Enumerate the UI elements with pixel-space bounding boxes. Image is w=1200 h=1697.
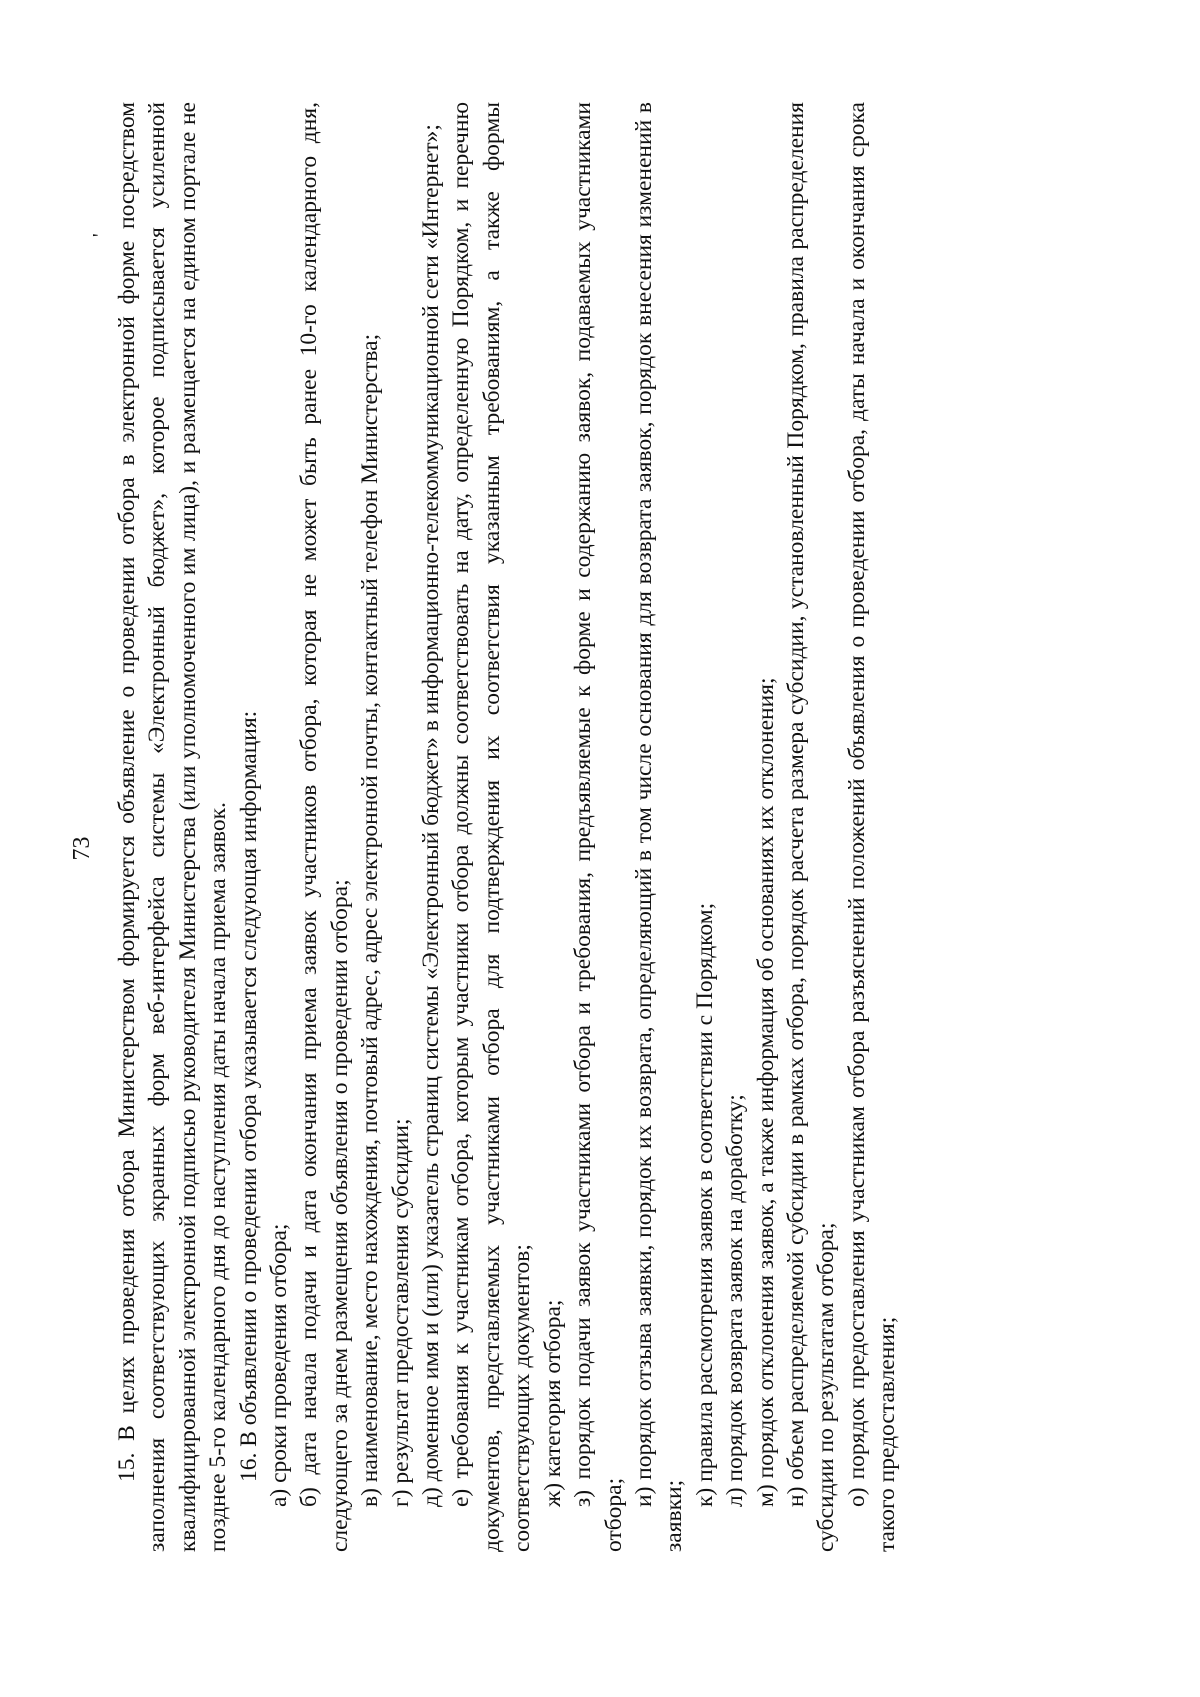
list-item-o: о) порядок предоставления участникам отбора разъяснений положений объявления о проведении отбора, даты начала и окончания срока такого предоставления;	[843, 102, 901, 1552]
page-mark: '	[89, 233, 111, 237]
page-number: 73	[69, 836, 95, 861]
list-item-z: з) порядок подачи заявок участниками отбора и требования, предъявляемые к форме и содержанию заявок, подаваемых участниками отбора;	[570, 102, 627, 1552]
list-item-v: в) наименование, место нахождения, почтовый адрес, адрес электронной почты, контактный телефон Министерства;	[357, 333, 384, 1507]
list-item-m: м) порядок отклонения заявок, а также информация об основаниях их отклонения;	[752, 677, 779, 1507]
list-item-n: н) объем распределяемой субсидии в рамках отбора, порядок расчета размера субсидии, установленный Порядком, правила распределения субсидии по результатам отбора;	[782, 102, 840, 1552]
list-item-a: а) сроки проведения отбора;	[266, 1223, 293, 1507]
list-item-k: к) правила рассмотрения заявок в соответствии с Порядком;	[691, 902, 718, 1507]
document-body	[112, 102, 903, 1552]
list-item-l: л) порядок возврата заявок на доработку;	[722, 1094, 749, 1507]
list-item-i: и) порядок отзыва заявки, порядок их возврата, определяющий в том числе основания для возврата заявок, порядок внесения изменений в заявки;	[630, 102, 688, 1552]
paragraph-15: 15. В целях проведения отбора Министерством формируется объявление о проведении отбора в электронной форме посредством заполнения соответствующих экранных форм веб-интерфейса системы «Электронный бюджет», которое подписывается усиленной квалифицированной электронной подписью руководителя Министерства (или уполномоченного им лица), и размещается на едином портале не позднее 5-го календарного дня до наступления даты начала приема заявок.	[114, 102, 232, 1552]
list-item-zh: ж) категория отбора;	[539, 1299, 566, 1507]
list-item-e: е) требования к участникам отбора, которым участники отбора должны соответствовать на дату, определенную Порядком, и перечню документов, представляемых участниками отбора для подтверждения их соответствия указанным требованиям, а также формы соответствующих документов;	[448, 102, 536, 1552]
list-item-b: б) дата начала подачи и дата окончания приема заявок участников отбора, которая не может быть ранее 10-го календарного дня, следующего за днем размещения объявления о проведении отбора;	[296, 102, 353, 1552]
paragraph-16: 16. В объявлении о проведении отбора указывается следующая информация:	[235, 710, 262, 1482]
list-item-d: д) доменное имя и (или) указатель страниц системы «Электронный бюджет» в информационно-телекоммуникационной сети «Интернет»;	[418, 124, 445, 1507]
list-item-g: г) результат предоставления субсидии;	[387, 1118, 414, 1507]
